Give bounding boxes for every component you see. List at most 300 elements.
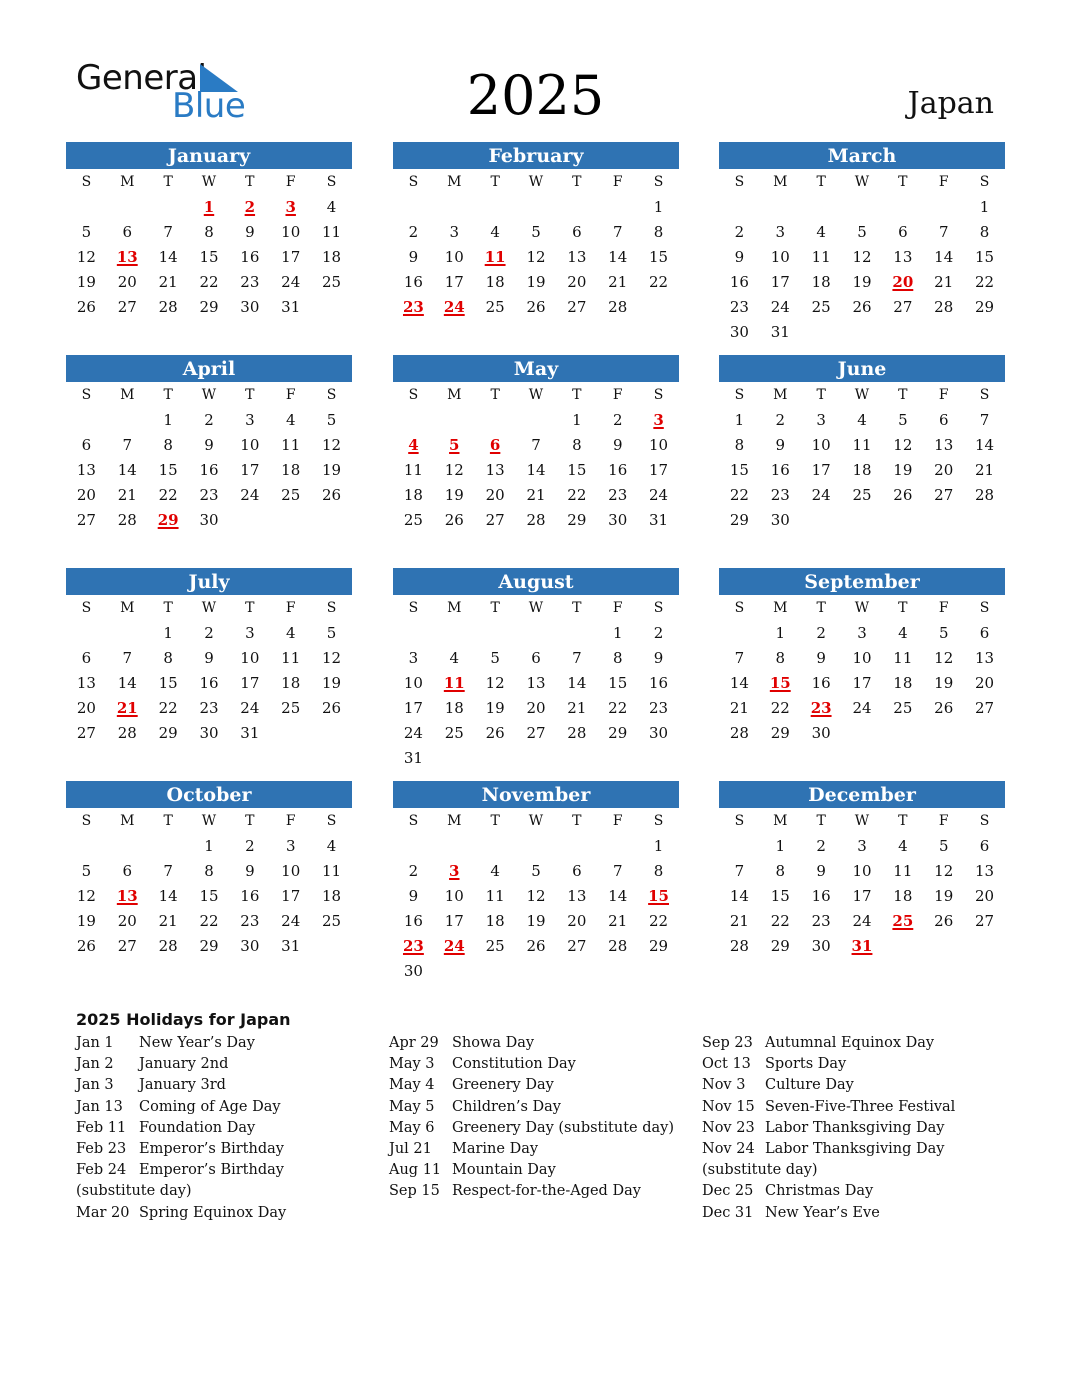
weekday-label: T xyxy=(898,600,908,616)
day-cell: 15 xyxy=(567,461,587,479)
holiday-name: Seven-Five-Three Festival xyxy=(765,1098,956,1115)
day-cell: 4 xyxy=(490,862,500,880)
holiday-entry xyxy=(389,1118,679,1139)
month-february xyxy=(393,142,679,320)
holiday-day-cell: 11 xyxy=(443,674,465,692)
day-cell: 26 xyxy=(893,486,913,504)
day-cell: 22 xyxy=(199,912,219,930)
weekday-label: S xyxy=(326,174,337,190)
day-cell: 10 xyxy=(852,649,872,667)
day-cell: 31 xyxy=(649,511,669,529)
day-cell: 8 xyxy=(204,223,214,241)
empty-day-cell xyxy=(434,621,475,646)
day-cell: 17 xyxy=(811,461,831,479)
day-cell: 12 xyxy=(76,887,96,905)
day-cell: 22 xyxy=(608,699,628,717)
holiday-entry xyxy=(76,1054,366,1075)
holiday-date: Nov 3 xyxy=(702,1077,746,1094)
holiday-name: Respect-for-the-Aged Day xyxy=(452,1183,641,1200)
day-cell: 5 xyxy=(490,649,500,667)
day-cell: 22 xyxy=(158,486,178,504)
day-cell: 25 xyxy=(485,937,505,955)
holiday-date: May 6 xyxy=(389,1119,435,1136)
day-cell: 16 xyxy=(403,912,423,930)
day-cell: 4 xyxy=(285,624,296,642)
holiday-entry xyxy=(389,1033,679,1054)
day-cell: 5 xyxy=(326,411,337,429)
empty-day-cell xyxy=(556,195,597,220)
day-cell: 11 xyxy=(485,887,505,905)
day-cell: 25 xyxy=(403,511,423,529)
day-cell: 31 xyxy=(281,937,301,955)
day-cell: 28 xyxy=(117,511,137,529)
day-cell: 8 xyxy=(653,862,664,880)
month-grid xyxy=(719,808,1005,959)
day-cell: 24 xyxy=(281,273,301,291)
day-cell: 20 xyxy=(975,674,995,692)
empty-day-cell xyxy=(107,621,148,646)
month-grid xyxy=(66,382,352,533)
weekday-label: T xyxy=(898,387,908,403)
day-cell: 28 xyxy=(158,937,178,955)
holiday-day-cell: 20 xyxy=(892,273,914,291)
day-cell: 8 xyxy=(163,436,173,454)
day-cell: 14 xyxy=(117,674,137,692)
day-cell: 1 xyxy=(775,837,786,855)
weekday-label: S xyxy=(653,600,664,616)
day-cell: 1 xyxy=(204,837,214,855)
weekday-label: W xyxy=(854,387,870,403)
day-cell: 15 xyxy=(729,461,749,479)
holiday-name: Christmas Day xyxy=(765,1183,874,1200)
day-cell: 30 xyxy=(403,962,423,980)
holiday-name: Children’s Day xyxy=(452,1098,561,1115)
day-cell: 17 xyxy=(852,887,872,905)
month-header: November xyxy=(393,781,679,808)
empty-day-cell xyxy=(475,621,516,646)
day-cell: 23 xyxy=(811,912,831,930)
day-cell: 11 xyxy=(322,223,342,241)
holiday-day-cell: 24 xyxy=(443,937,465,955)
weekday-label: S xyxy=(326,813,337,829)
day-cell: 27 xyxy=(117,298,137,316)
day-cell: 21 xyxy=(158,273,178,291)
holiday-date: Dec 31 xyxy=(702,1204,754,1221)
day-cell: 19 xyxy=(893,461,913,479)
day-cell: 6 xyxy=(572,223,582,241)
holiday-day-cell: 15 xyxy=(769,674,791,692)
day-cell: 22 xyxy=(199,273,219,291)
day-cell: 28 xyxy=(729,724,749,742)
day-cell: 26 xyxy=(934,912,954,930)
empty-day-cell xyxy=(923,195,964,220)
weekday-label: S xyxy=(734,813,745,829)
holiday-date: Jan 2 xyxy=(76,1056,114,1073)
day-cell: 17 xyxy=(403,699,423,717)
day-cell: 20 xyxy=(567,273,587,291)
weekday-label: T xyxy=(245,174,255,190)
holiday-name: Spring Equinox Day xyxy=(139,1204,287,1221)
empty-day-cell xyxy=(434,195,475,220)
day-cell: 18 xyxy=(811,273,831,291)
day-cell: 6 xyxy=(898,223,908,241)
day-cell: 19 xyxy=(934,887,954,905)
day-cell: 23 xyxy=(240,912,260,930)
month-march xyxy=(719,142,1005,345)
month-january xyxy=(66,142,352,320)
holiday-day-cell: 13 xyxy=(116,248,138,266)
empty-day-cell xyxy=(597,834,638,859)
weekday-label: S xyxy=(408,813,419,829)
holiday-entry xyxy=(76,1160,366,1202)
weekday-label: T xyxy=(572,387,582,403)
weekday-label: S xyxy=(979,387,990,403)
day-cell: 30 xyxy=(608,511,628,529)
weekday-label: M xyxy=(773,174,788,190)
day-cell: 11 xyxy=(893,649,913,667)
day-cell: 10 xyxy=(444,248,464,266)
day-cell: 13 xyxy=(567,248,587,266)
month-grid xyxy=(719,595,1005,746)
holiday-name: Culture Day xyxy=(765,1077,854,1094)
weekday-label: T xyxy=(163,174,173,190)
holiday-date: Jan 13 xyxy=(76,1098,123,1115)
holiday-name: Greenery Day xyxy=(452,1077,554,1094)
month-header: July xyxy=(66,568,352,595)
holiday-day-cell: 5 xyxy=(449,436,460,454)
empty-day-cell xyxy=(882,195,923,220)
weekday-label: S xyxy=(408,174,419,190)
day-cell: 25 xyxy=(811,298,831,316)
weekday-label: W xyxy=(201,600,217,616)
day-cell: 24 xyxy=(770,298,790,316)
weekday-label: W xyxy=(528,174,544,190)
holiday-day-cell: 23 xyxy=(402,937,424,955)
empty-day-cell xyxy=(107,195,148,220)
holiday-date: Jan 3 xyxy=(76,1077,114,1094)
day-cell: 10 xyxy=(852,862,872,880)
day-cell: 10 xyxy=(240,436,260,454)
holiday-name: Labor Thanksgiving Day (substitute day) xyxy=(702,1141,945,1179)
day-cell: 16 xyxy=(240,887,260,905)
weekday-label: T xyxy=(245,813,255,829)
day-cell: 3 xyxy=(245,624,255,642)
holiday-day-cell: 13 xyxy=(116,887,138,905)
holiday-entry xyxy=(702,1075,992,1096)
day-cell: 20 xyxy=(76,486,96,504)
day-cell: 24 xyxy=(281,912,301,930)
day-cell: 18 xyxy=(322,248,342,266)
day-cell: 30 xyxy=(240,298,260,316)
day-cell: 19 xyxy=(76,273,96,291)
day-cell: 14 xyxy=(975,436,995,454)
day-cell: 5 xyxy=(857,223,867,241)
day-cell: 24 xyxy=(240,486,260,504)
day-cell: 7 xyxy=(572,649,582,667)
day-cell: 1 xyxy=(653,198,664,216)
weekday-label: M xyxy=(120,813,135,829)
holiday-name: January 2nd xyxy=(139,1056,229,1073)
weekday-label: S xyxy=(408,387,419,403)
weekday-label: T xyxy=(490,813,500,829)
holiday-column xyxy=(702,1033,992,1224)
day-cell: 18 xyxy=(403,486,423,504)
month-may xyxy=(393,355,679,533)
weekday-label: S xyxy=(326,387,337,403)
holiday-entry xyxy=(76,1118,366,1139)
holiday-day-cell: 21 xyxy=(116,699,138,717)
day-cell: 1 xyxy=(612,624,623,642)
day-cell: 24 xyxy=(649,486,669,504)
weekday-label: F xyxy=(938,600,949,616)
empty-day-cell xyxy=(801,195,842,220)
holiday-day-cell: 11 xyxy=(484,248,506,266)
day-cell: 23 xyxy=(770,486,790,504)
day-cell: 15 xyxy=(199,887,219,905)
day-cell: 10 xyxy=(770,248,790,266)
weekday-label: T xyxy=(816,600,826,616)
holiday-date: Sep 15 xyxy=(389,1183,440,1200)
day-cell: 29 xyxy=(567,511,587,529)
holiday-day-cell: 1 xyxy=(203,198,215,216)
month-grid xyxy=(66,169,352,320)
day-cell: 7 xyxy=(163,862,173,880)
day-cell: 1 xyxy=(734,411,745,429)
day-cell: 4 xyxy=(857,411,867,429)
day-cell: 31 xyxy=(281,298,301,316)
holiday-date: May 3 xyxy=(389,1056,435,1073)
logo-word-blue: Blue xyxy=(172,86,246,126)
weekday-label: F xyxy=(612,813,623,829)
holiday-date: Nov 24 xyxy=(702,1141,755,1158)
day-cell: 6 xyxy=(122,862,133,880)
weekday-label: T xyxy=(490,174,500,190)
holiday-entry xyxy=(702,1118,992,1139)
day-cell: 5 xyxy=(938,624,949,642)
day-cell: 2 xyxy=(204,411,214,429)
day-cell: 6 xyxy=(531,649,541,667)
day-cell: 8 xyxy=(612,649,623,667)
empty-day-cell xyxy=(393,621,434,646)
day-cell: 10 xyxy=(281,223,301,241)
day-cell: 9 xyxy=(653,649,664,667)
day-cell: 20 xyxy=(526,699,546,717)
empty-day-cell xyxy=(556,834,597,859)
day-cell: 5 xyxy=(326,624,337,642)
day-cell: 7 xyxy=(122,436,133,454)
day-cell: 18 xyxy=(893,887,913,905)
day-cell: 12 xyxy=(852,248,872,266)
day-cell: 19 xyxy=(322,674,342,692)
day-cell: 7 xyxy=(612,223,623,241)
day-cell: 29 xyxy=(608,724,628,742)
holiday-name: Mountain Day xyxy=(452,1162,556,1179)
day-cell: 4 xyxy=(898,624,908,642)
weekday-label: M xyxy=(447,600,462,616)
weekday-label: F xyxy=(612,600,623,616)
day-cell: 10 xyxy=(444,887,464,905)
month-august xyxy=(393,568,679,771)
day-cell: 4 xyxy=(285,411,296,429)
day-cell: 9 xyxy=(204,649,214,667)
day-cell: 30 xyxy=(811,937,831,955)
day-cell: 6 xyxy=(979,837,990,855)
month-june xyxy=(719,355,1005,533)
day-cell: 2 xyxy=(775,411,786,429)
day-cell: 12 xyxy=(934,862,954,880)
day-cell: 8 xyxy=(775,649,786,667)
holiday-date: Feb 23 xyxy=(76,1141,127,1158)
day-cell: 6 xyxy=(938,411,949,429)
country-name: Japan xyxy=(907,86,994,121)
day-cell: 3 xyxy=(857,837,867,855)
holiday-entry xyxy=(389,1075,679,1096)
holiday-entry xyxy=(389,1160,679,1181)
day-cell: 8 xyxy=(163,649,173,667)
day-cell: 3 xyxy=(816,411,826,429)
empty-day-cell xyxy=(475,834,516,859)
day-cell: 30 xyxy=(199,724,219,742)
holiday-column xyxy=(389,1033,679,1203)
holiday-name: Greenery Day (substitute day) xyxy=(452,1119,674,1136)
weekday-label: F xyxy=(285,387,296,403)
day-cell: 21 xyxy=(729,912,749,930)
day-cell: 17 xyxy=(770,273,790,291)
day-cell: 22 xyxy=(649,273,669,291)
day-cell: 29 xyxy=(770,724,790,742)
day-cell: 16 xyxy=(403,273,423,291)
month-october xyxy=(66,781,352,959)
day-cell: 15 xyxy=(649,248,669,266)
day-cell: 14 xyxy=(567,674,587,692)
day-cell: 27 xyxy=(76,511,96,529)
day-cell: 6 xyxy=(572,862,582,880)
holiday-date: Oct 13 xyxy=(702,1056,751,1073)
day-cell: 4 xyxy=(326,837,337,855)
weekday-label: F xyxy=(285,600,296,616)
day-cell: 11 xyxy=(281,649,301,667)
holiday-name: January 3rd xyxy=(139,1077,226,1094)
day-cell: 14 xyxy=(608,248,628,266)
holiday-date: Feb 24 xyxy=(76,1162,127,1179)
weekday-label: T xyxy=(163,600,173,616)
day-cell: 30 xyxy=(729,323,749,341)
day-cell: 9 xyxy=(245,862,255,880)
day-cell: 3 xyxy=(857,624,867,642)
day-cell: 2 xyxy=(816,837,826,855)
empty-day-cell xyxy=(148,195,189,220)
day-cell: 18 xyxy=(852,461,872,479)
day-cell: 20 xyxy=(975,887,995,905)
day-cell: 9 xyxy=(408,887,419,905)
holiday-entry xyxy=(702,1139,992,1181)
day-cell: 30 xyxy=(770,511,790,529)
day-cell: 20 xyxy=(117,273,137,291)
day-cell: 18 xyxy=(485,273,505,291)
weekday-label: S xyxy=(734,600,745,616)
day-cell: 12 xyxy=(893,436,913,454)
weekday-label: S xyxy=(653,813,664,829)
day-cell: 12 xyxy=(76,248,96,266)
day-cell: 16 xyxy=(770,461,790,479)
holiday-entry xyxy=(76,1097,366,1118)
month-grid xyxy=(393,808,679,984)
holiday-name: New Year’s Day xyxy=(139,1035,255,1051)
holiday-entry xyxy=(702,1181,992,1202)
weekday-label: S xyxy=(408,600,419,616)
empty-day-cell xyxy=(760,195,801,220)
day-cell: 3 xyxy=(775,223,786,241)
day-cell: 7 xyxy=(163,223,173,241)
month-grid xyxy=(393,169,679,320)
holiday-date: Apr 29 xyxy=(389,1035,439,1051)
day-cell: 25 xyxy=(322,912,342,930)
day-cell: 2 xyxy=(816,624,826,642)
day-cell: 26 xyxy=(76,298,96,316)
empty-day-cell xyxy=(597,195,638,220)
day-cell: 13 xyxy=(76,674,96,692)
day-cell: 21 xyxy=(567,699,587,717)
day-cell: 12 xyxy=(322,649,342,667)
day-cell: 16 xyxy=(729,273,749,291)
holiday-day-cell: 29 xyxy=(157,511,179,529)
holiday-column xyxy=(76,1033,366,1224)
weekday-label: W xyxy=(854,174,870,190)
day-cell: 19 xyxy=(444,486,464,504)
day-cell: 1 xyxy=(163,624,173,642)
day-cell: 1 xyxy=(163,411,173,429)
day-cell: 13 xyxy=(975,649,995,667)
holiday-name: New Year’s Eve xyxy=(765,1204,880,1221)
holiday-entry xyxy=(702,1097,992,1118)
month-july xyxy=(66,568,352,746)
day-cell: 14 xyxy=(158,248,178,266)
day-cell: 29 xyxy=(199,937,219,955)
month-header: May xyxy=(393,355,679,382)
day-cell: 4 xyxy=(326,198,337,216)
empty-day-cell xyxy=(719,834,760,859)
holiday-date: Aug 11 xyxy=(389,1162,442,1179)
day-cell: 16 xyxy=(199,461,219,479)
day-cell: 11 xyxy=(403,461,423,479)
day-cell: 3 xyxy=(449,223,460,241)
empty-day-cell xyxy=(434,408,475,433)
day-cell: 27 xyxy=(567,298,587,316)
empty-day-cell xyxy=(66,408,107,433)
month-grid xyxy=(719,382,1005,533)
day-cell: 14 xyxy=(608,887,628,905)
holiday-entry xyxy=(76,1139,366,1160)
day-cell: 29 xyxy=(729,511,749,529)
day-cell: 31 xyxy=(403,749,423,767)
weekday-label: S xyxy=(979,174,990,190)
day-cell: 30 xyxy=(811,724,831,742)
day-cell: 15 xyxy=(770,887,790,905)
day-cell: 21 xyxy=(608,273,628,291)
weekday-label: T xyxy=(898,174,908,190)
weekday-label: M xyxy=(773,600,788,616)
day-cell: 15 xyxy=(158,674,178,692)
day-cell: 22 xyxy=(975,273,995,291)
weekday-label: M xyxy=(120,387,135,403)
day-cell: 18 xyxy=(893,674,913,692)
month-grid xyxy=(719,169,1005,345)
day-cell: 13 xyxy=(567,887,587,905)
day-cell: 29 xyxy=(975,298,995,316)
day-cell: 17 xyxy=(281,248,301,266)
day-cell: 11 xyxy=(322,862,342,880)
day-cell: 17 xyxy=(852,674,872,692)
